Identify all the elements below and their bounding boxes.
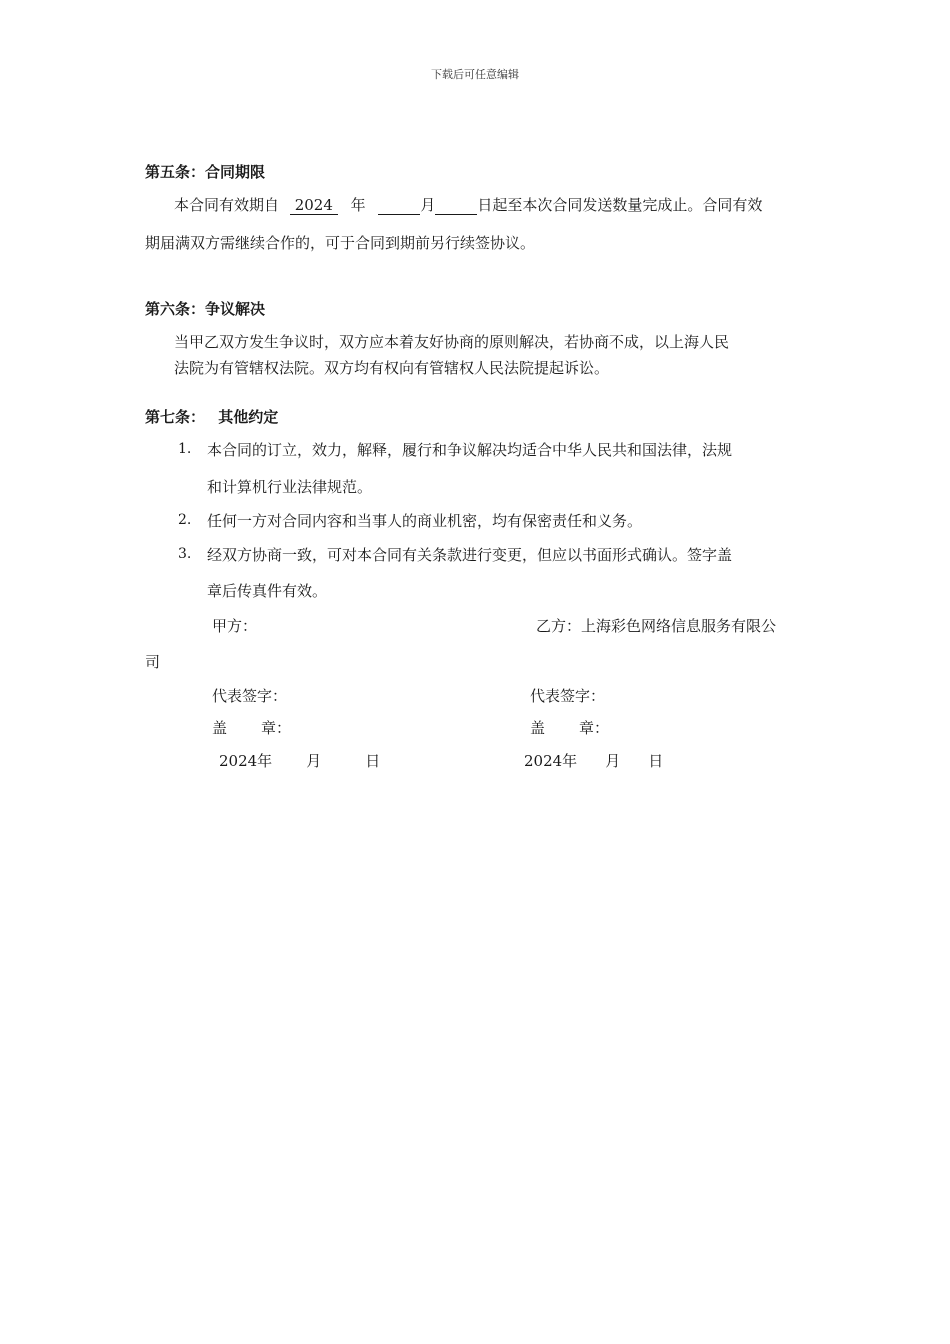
party-a-rep-signature: 代表签字： <box>212 687 288 705</box>
section7-title-text: 其他约定 <box>218 408 279 426</box>
section6-line1: 当甲乙双方发生争议时，双方应本着友好协商的原则解决，若协商不成，以上海人民 <box>174 333 730 351</box>
party-a-date <box>219 750 380 771</box>
section5-title: 第五条：合同期限 <box>145 163 266 181</box>
party-a-date-day: 日 <box>365 752 381 770</box>
section5-prefix: 本合同有效期自 <box>174 196 280 214</box>
list-item-number: 1. <box>178 441 192 457</box>
page-header-note: 下载后可任意编辑 <box>431 68 519 81</box>
party-b-seal-char1: 盖 <box>530 719 546 737</box>
list-item-line2: 章后传真件有效。 <box>207 582 328 600</box>
list-item-number: 2. <box>178 512 192 528</box>
list-item-line1: 经双方协商一致，可对本合同有关条款进行变更，但应以书面形式确认。签字盖 <box>207 546 733 564</box>
party-b-date-year: 2024年 <box>524 752 578 770</box>
section5-line2: 期届满双方需继续合作的，可于合同到期前另行续签协议。 <box>145 234 536 252</box>
party-a-label: 甲方： <box>212 617 258 635</box>
list-item-line1: 任何一方对合同内容和当事人的商业机密，均有保密责任和义务。 <box>207 512 643 530</box>
list-item-line1: 本合同的订立，效力，解释，履行和争议解决均适合中华人民共和国法律，法规 <box>207 441 733 459</box>
party-a-seal <box>212 717 291 738</box>
party-a-date-year: 2024年 <box>219 752 273 770</box>
section5-year-unit: 年 <box>350 196 366 214</box>
party-a-seal-char1: 盖 <box>212 719 228 737</box>
list-item-number: 3. <box>178 546 192 562</box>
party-b-date <box>524 750 663 771</box>
section6-line2: 法院为有管辖权法院。双方均有权向有管辖权人民法院提起诉讼。 <box>174 359 610 377</box>
section7-title-label: 第七条： <box>145 408 206 426</box>
list-item-line2: 和计算机行业法律规范。 <box>207 478 373 496</box>
party-b-date-day: 日 <box>648 752 664 770</box>
party-b-seal <box>530 717 609 738</box>
section5-day-blank <box>435 197 477 215</box>
party-b-label: 乙方：上海彩色网络信息服务有限公 <box>536 617 777 635</box>
party-b-seal-char2: 章： <box>579 719 610 737</box>
section5-suffix: 日起至本次合同发送数量完成止。合同有效 <box>477 196 763 214</box>
party-b-label-wrap: 司 <box>145 653 161 671</box>
party-a-seal-char2: 章： <box>261 719 292 737</box>
section5-line1 <box>174 194 762 215</box>
section5-month-blank <box>378 197 420 215</box>
section7-title <box>145 406 278 427</box>
party-b-rep-signature: 代表签字： <box>530 687 606 705</box>
section5-month-unit: 月 <box>420 196 436 214</box>
party-a-date-month: 月 <box>306 752 322 770</box>
section6-title: 第六条：争议解决 <box>145 300 266 318</box>
party-b-date-month: 月 <box>605 752 621 770</box>
section5-year-blank: 2024 <box>290 197 338 215</box>
